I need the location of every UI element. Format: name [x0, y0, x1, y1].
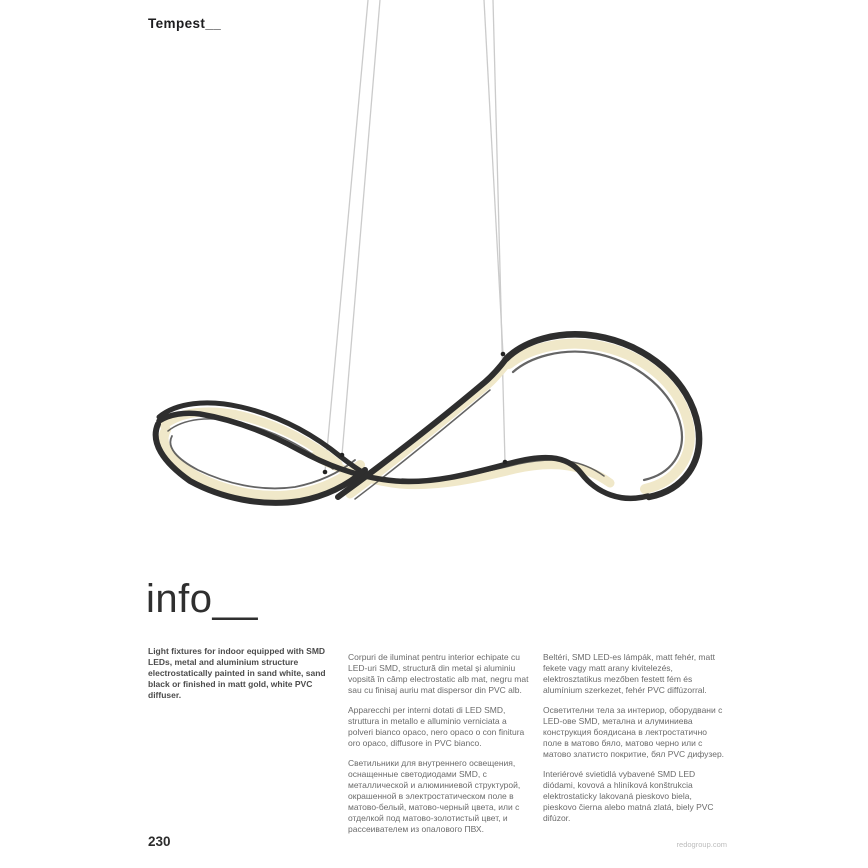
- cable: [342, 0, 380, 455]
- cable-connectors: [323, 352, 508, 475]
- cable: [325, 0, 368, 472]
- metal-tube: [156, 334, 699, 503]
- suspension-cables: [325, 0, 505, 472]
- description-it: Apparecchi per interni dotati di LED SMD, struttura in metallo e alluminio verniciata a polveri bianco opaco, nero opaco o con finitura oro opaco, diffusore in PVC bianco.: [348, 705, 525, 748]
- website-url: redogroup.com: [676, 840, 727, 849]
- info-column-right: [543, 652, 727, 833]
- page-number: 230: [148, 834, 171, 849]
- brand-title: Tempest__: [148, 16, 222, 31]
- cable: [493, 0, 505, 462]
- description-hu: Beltéri, SMD LED-es lámpák, matt fehér, matt fekete vagy matt arany kivitelezés, elektrosztatikus mezőben festett fém és alumínium szerkezet, fehér PVC diffúzorral.: [543, 652, 715, 695]
- cable: [484, 0, 503, 354]
- info-section-title: info__: [146, 577, 258, 621]
- led-band-edge: [168, 352, 682, 499]
- description-sk: Interiérové svietidlá vybavené SMD LED diódami, kovová a hliníková konštrukcia elektrostaticky lakovaná pieskovo biela, pieskovo čierna alebo matná zlatá, biely PVC difúzor.: [543, 769, 714, 823]
- info-column-english: [148, 646, 332, 710]
- description-en: Light fixtures for indoor equipped with SMD LEDs, metal and aluminium structure electrostatically painted in sand white, sand black or finished in matt gold, white PVC diffuser.: [148, 646, 326, 700]
- info-column-middle: [348, 652, 532, 844]
- description-bg: Осветителни тела за интериор, оборудвани с LED-ове SMD, метална и алуминиева конструкция боядисана в лектростатично поле в матово бяло, матово черно или с матово златисто покритие, бял PVC дифузер.: [543, 705, 725, 759]
- description-ru: Светильники для внутреннего освещения, оснащенные светодиодами SMD, с металлической и алюминиевой структурой, окрашенной в электростатическом поле в матово-белый, матово-черный цвета, или с отделкой под матово-золотистый цвет, и рассеивателем из опалового ПВХ.: [348, 758, 521, 834]
- description-ro: Corpuri de iluminat pentru interior echipate cu LED-uri SMD, structură din metal și aluminiu vopsită în câmp electrostatic alb mat, negru mat sau cu finisaj auriu mat dispersor din PVC alb.: [348, 652, 529, 695]
- led-band: [164, 344, 690, 496]
